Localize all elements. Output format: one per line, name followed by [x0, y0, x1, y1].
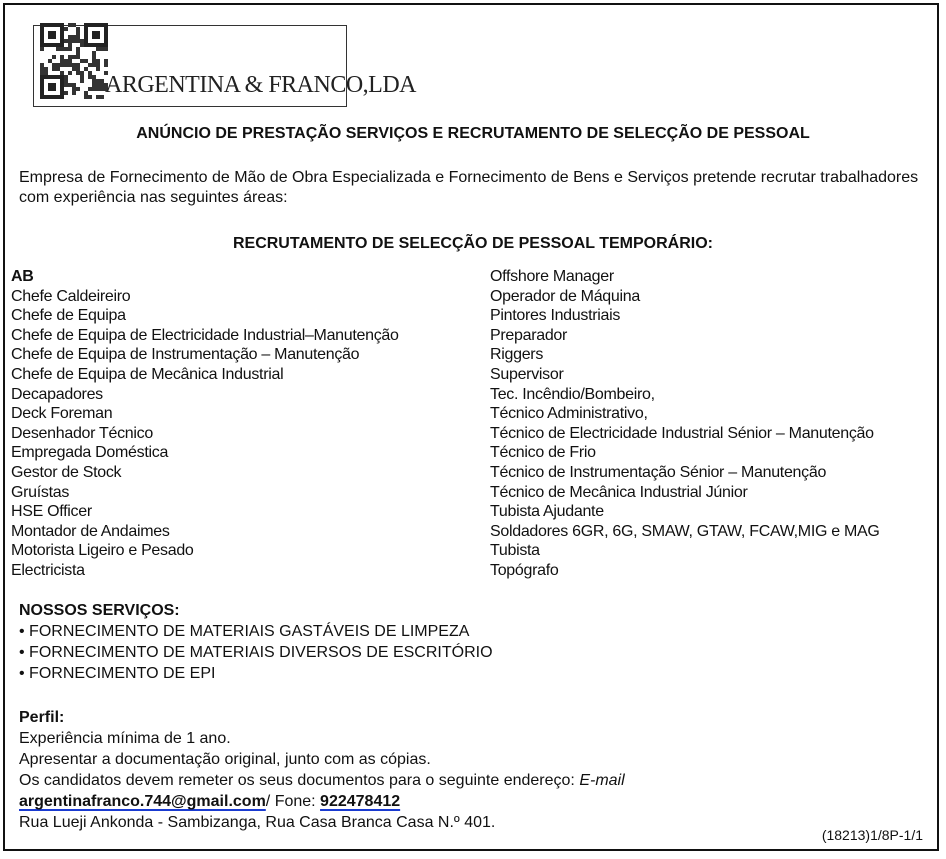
position-item: Montador de Andaimes: [11, 522, 170, 540]
position-item: Chefe de Equipa de Instrumentação – Manutenção: [11, 346, 360, 364]
position-item: Chefe Caldeireiro: [11, 287, 131, 305]
profile-heading: Perfil:: [19, 709, 65, 726]
company-name: ARGENTINA & FRANCO,LDA: [105, 72, 417, 98]
intro-paragraph: Empresa de Fornecimento de Mão de Obra Especializada e Fornecimento de Bens e Serviços pretende recrutar trabalhadores com experiência nas seguintes áreas:: [19, 169, 919, 206]
address-line: Rua Lueji Ankonda - Sambizanga, Rua Casa Branca Casa N.º 401.: [19, 814, 496, 831]
position-item: Técnico de Frio: [490, 444, 596, 462]
services-section: [19, 600, 493, 684]
profile-line: Experiência mínima de 1 ano.: [19, 730, 231, 747]
announcement-frame: [3, 3, 939, 851]
position-item: Preparador: [490, 326, 568, 344]
company-logo: [33, 19, 417, 107]
position-item: Desenhador Técnico: [11, 424, 153, 442]
page-title: ANÚNCIO DE PRESTAÇÃO SERVIÇOS E RECRUTAMENTO DE SELECÇÃO DE PESSOAL: [136, 125, 810, 142]
position-item: Chefe de Equipa de Mecânica Industrial: [11, 365, 284, 383]
email-link[interactable]: argentinafranco.744@gmail.com: [19, 793, 266, 810]
position-item: Chefe de Equipa de Electricidade Industrial–Manutenção: [11, 326, 399, 344]
position-item: Soldadores 6GR, 6G, SMAW, GTAW, FCAW,MIG e MAG: [490, 522, 880, 540]
position-item: Electricista: [11, 561, 85, 579]
position-item: Topógrafo: [490, 561, 559, 579]
phone-link[interactable]: 922478412: [320, 793, 401, 810]
position-item: Operador de Máquina: [490, 287, 640, 305]
position-item: Motorista Ligeiro e Pesado: [11, 542, 194, 560]
profile-line: Apresentar a documentação original, junto com as cópias.: [19, 751, 431, 768]
service-item: • FORNECIMENTO DE MATERIAIS GASTÁVEIS DE LIMPEZA: [19, 623, 470, 640]
service-item: • FORNECIMENTO DE MATERIAIS DIVERSOS DE ESCRITÓRIO: [19, 644, 493, 661]
position-item: Riggers: [490, 346, 544, 364]
position-item: AB: [11, 268, 34, 285]
position-item: Tubista: [490, 542, 540, 560]
email-label: E-mail: [579, 772, 625, 789]
position-item: Decapadores: [11, 385, 103, 403]
positions-left-column: [11, 267, 399, 581]
contact-line: [19, 791, 625, 812]
positions-right-column: [490, 267, 880, 581]
position-item: Gruístas: [11, 483, 70, 501]
service-item: • FORNECIMENTO DE EPI: [19, 665, 216, 682]
position-item: Técnico de Instrumentação Sénior – Manutenção: [490, 463, 827, 481]
submission-text: Os candidatos devem remeter os seus documentos para o seguinte endereço:: [19, 772, 580, 789]
phone-label: / Fone:: [265, 793, 321, 810]
position-item: Supervisor: [490, 365, 564, 383]
position-item: Técnico de Electricidade Industrial Sénior – Manutenção: [490, 424, 874, 442]
position-item: Tubista Ajudante: [490, 503, 604, 521]
position-item: Empregada Doméstica: [11, 444, 169, 462]
submission-instructions: [19, 770, 625, 791]
position-item: Tec. Incêndio/Bombeiro,: [490, 385, 655, 403]
position-item: Offshore Manager: [490, 268, 614, 285]
position-item: Técnico Administrativo,: [490, 405, 648, 423]
reference-code: (18213)1/8P-1/1: [821, 827, 923, 843]
profile-section: [19, 707, 625, 833]
position-item: HSE Officer: [11, 503, 92, 521]
services-heading: NOSSOS SERVIÇOS:: [19, 602, 180, 619]
position-item: Deck Foreman: [11, 405, 113, 423]
position-item: Pintores Industriais: [490, 307, 621, 325]
position-item: Gestor de Stock: [11, 463, 122, 481]
qr-code-icon: [40, 23, 108, 99]
position-item: Técnico de Mecânica Industrial Júnior: [490, 483, 748, 501]
position-item: Chefe de Equipa: [11, 307, 126, 325]
recruitment-subtitle: RECRUTAMENTO DE SELECÇÃO DE PESSOAL TEMPORÁRIO:: [232, 235, 714, 252]
